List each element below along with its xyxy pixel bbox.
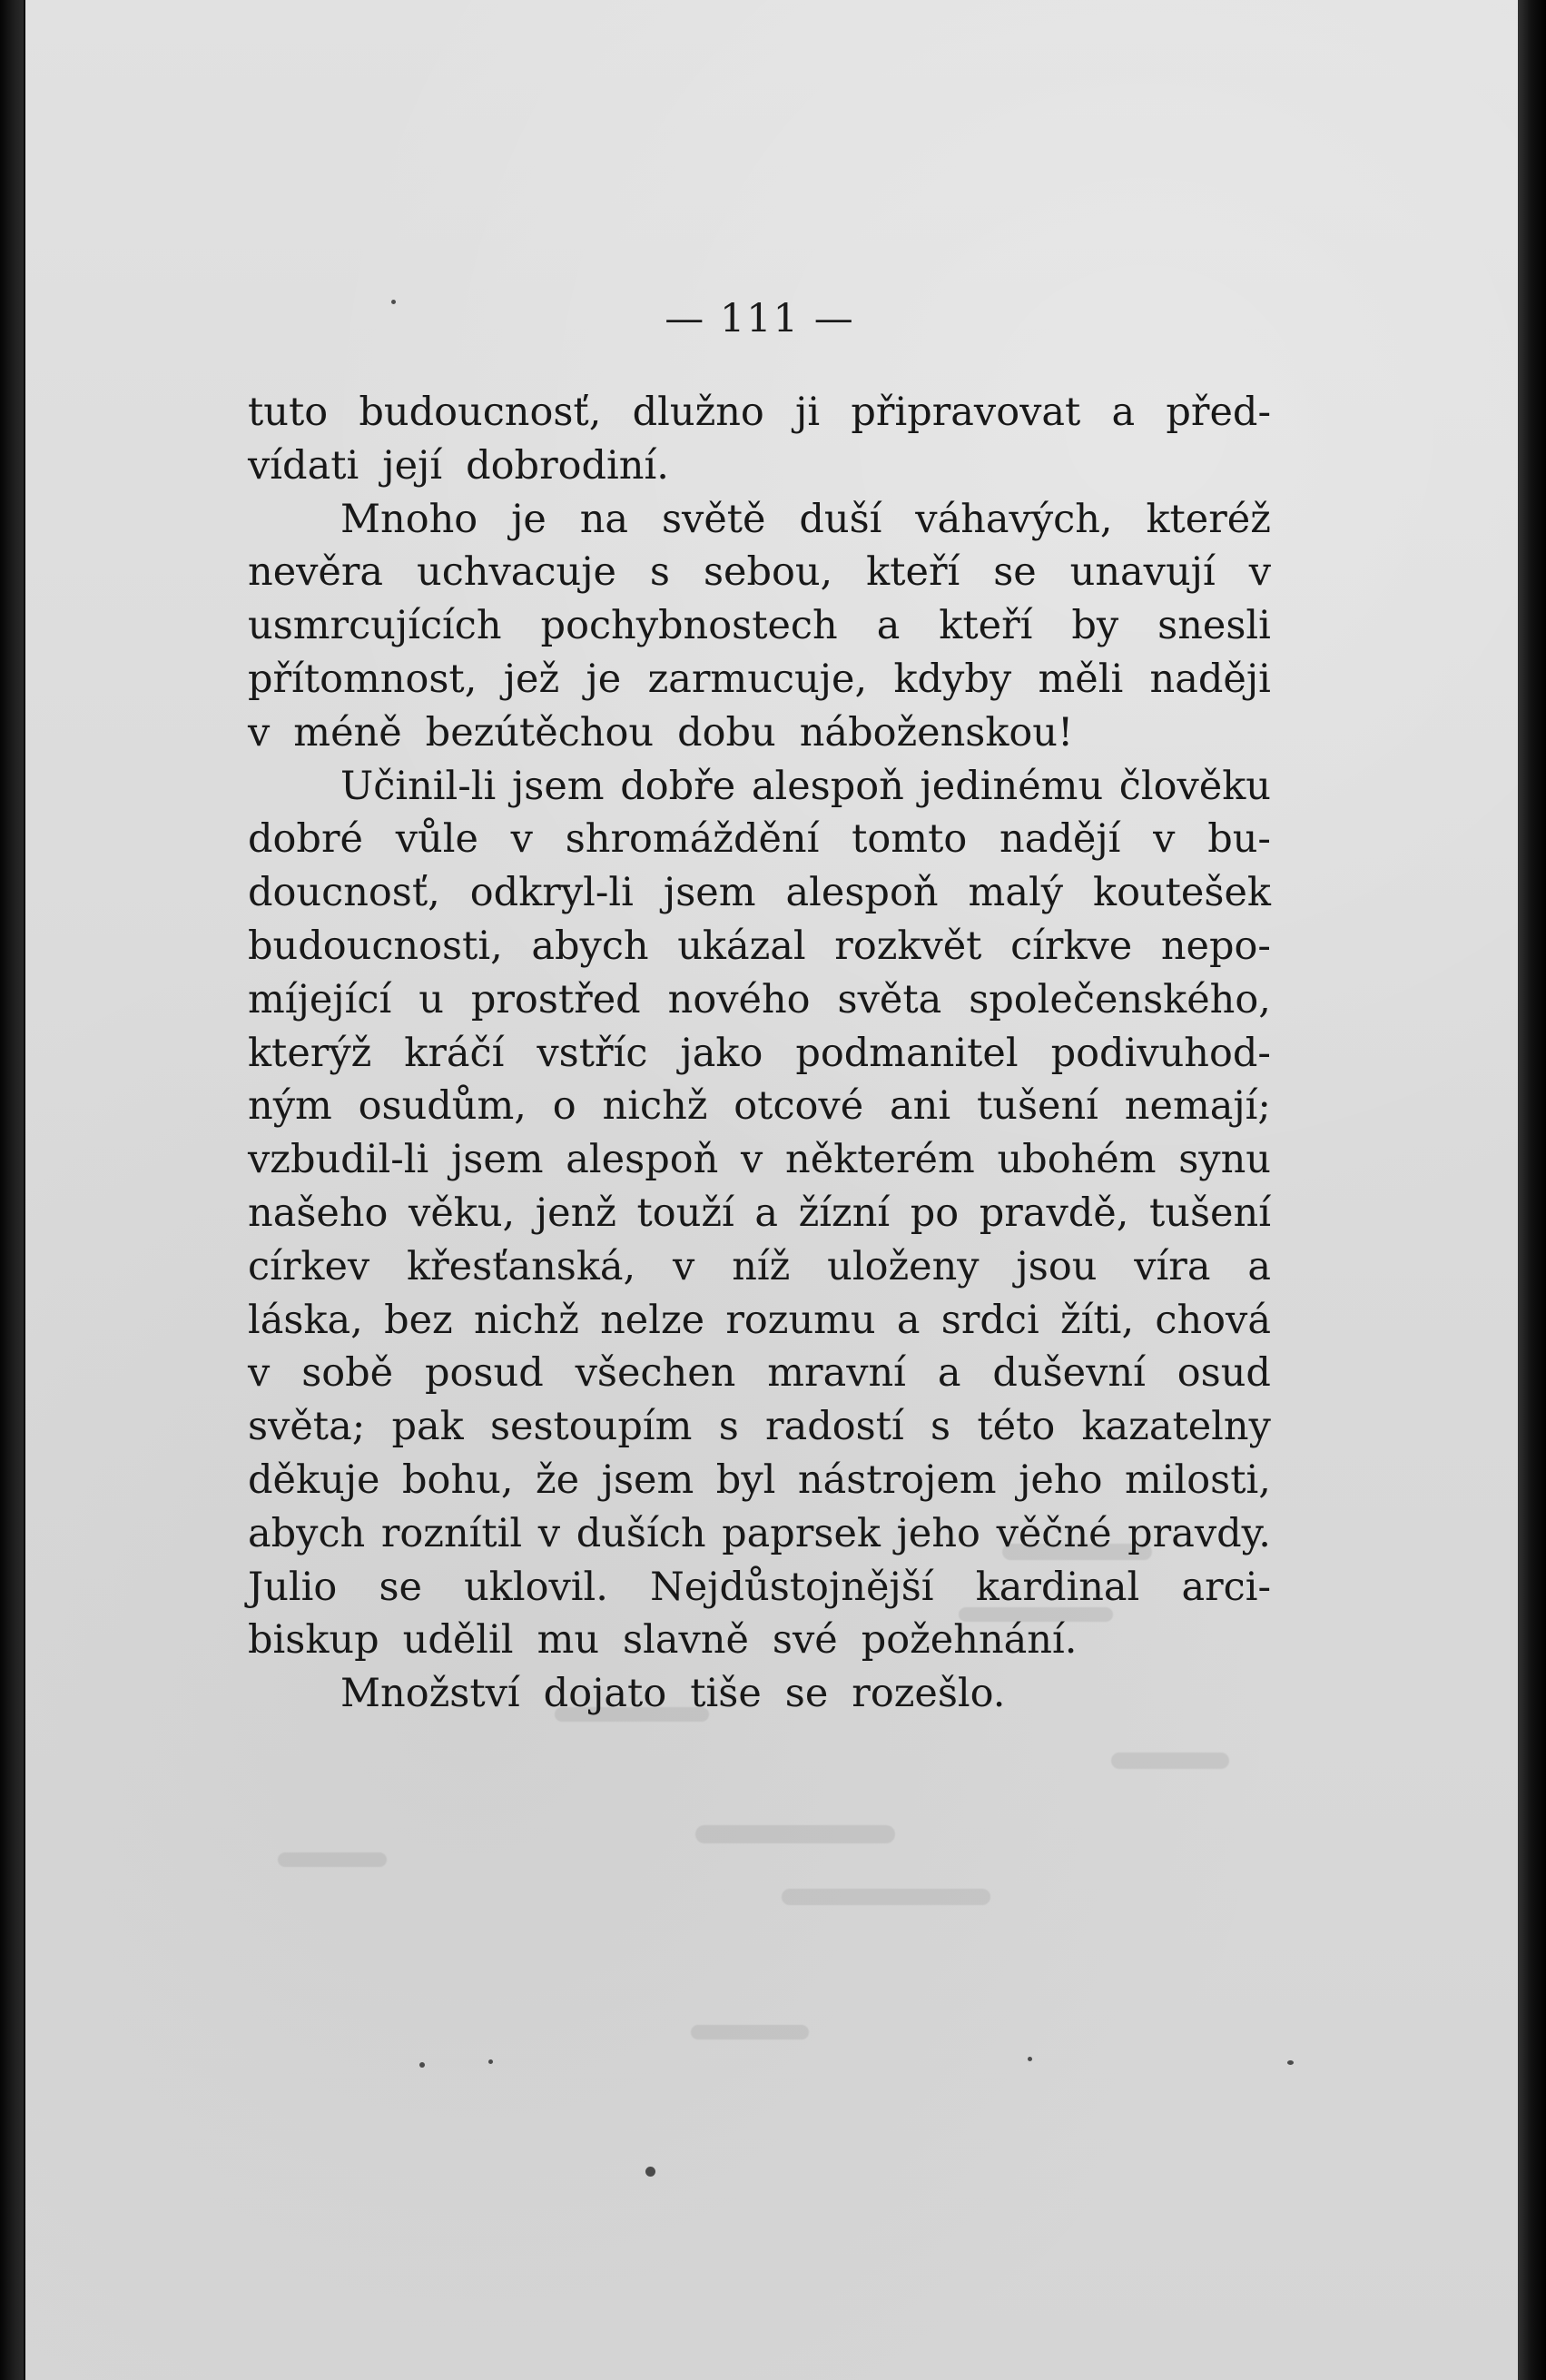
text-word: ubohém	[997, 1137, 1157, 1183]
text-line	[248, 1400, 1271, 1454]
text-word: a	[1111, 390, 1136, 435]
text-word: podmanitel	[795, 1030, 1019, 1076]
text-word: světě	[661, 496, 766, 542]
text-word: své	[772, 1617, 838, 1664]
text-word: mu	[537, 1617, 600, 1664]
text-line	[248, 493, 1271, 547]
text-word: bohu,	[402, 1457, 514, 1503]
text-line	[248, 813, 1271, 866]
text-word: připravovat	[851, 390, 1081, 435]
text-word: na	[579, 496, 629, 542]
text-word: Učinil-li	[340, 763, 497, 809]
text-word: méně	[293, 709, 402, 755]
text-word: kardinal	[975, 1564, 1140, 1610]
text-word: alespoň	[785, 870, 939, 916]
text-line	[248, 920, 1271, 973]
text-word: jedinému	[920, 763, 1104, 809]
text-word: o	[552, 1083, 576, 1130]
text-line	[248, 973, 1271, 1027]
text-word: pravdě,	[979, 1190, 1129, 1236]
text-word: dojato	[543, 1671, 667, 1717]
text-word: duší	[799, 496, 882, 542]
text-word: osud	[1177, 1350, 1271, 1397]
text-word: nevěra	[248, 549, 384, 596]
text-line	[248, 1667, 1271, 1721]
text-word: nichž	[473, 1297, 579, 1343]
text-word: kazatelny	[1081, 1404, 1271, 1450]
text-word: by	[1071, 603, 1119, 649]
book-page	[24, 0, 1520, 2380]
text-word: požehnání.	[861, 1617, 1078, 1664]
text-word: duševní	[992, 1350, 1146, 1397]
text-word: v	[1153, 816, 1176, 863]
text-word: ji	[795, 390, 821, 435]
text-word: věčné	[996, 1510, 1112, 1556]
text-word: společenského,	[969, 976, 1271, 1022]
text-word: sebou,	[703, 549, 833, 596]
text-word: slavně	[623, 1617, 749, 1664]
text-line	[248, 1614, 1271, 1667]
text-line	[248, 1561, 1271, 1615]
text-word: žízní	[798, 1190, 891, 1236]
text-line	[248, 760, 1271, 814]
text-word: kteří	[866, 549, 960, 596]
text-line	[248, 1294, 1271, 1348]
text-word: otcové	[734, 1083, 864, 1130]
text-word: uklovil.	[464, 1564, 608, 1610]
text-word: láska,	[248, 1297, 363, 1343]
text-word: jsou	[1016, 1243, 1098, 1289]
text-word: ným	[248, 1083, 332, 1130]
text-word: kteréž	[1146, 496, 1271, 542]
text-word: unavují	[1069, 549, 1216, 596]
text-word: vstříc	[537, 1030, 648, 1076]
text-word: a	[896, 1297, 921, 1343]
text-word: dobrodiní.	[466, 442, 669, 489]
text-line	[248, 1027, 1271, 1081]
text-line	[248, 653, 1271, 706]
text-word: v	[248, 709, 271, 755]
text-word: se	[993, 549, 1037, 596]
text-word: měli	[1038, 656, 1124, 702]
text-word: pochybnostech	[540, 603, 838, 649]
bleed-through-mark	[695, 1825, 895, 1843]
text-word: této	[977, 1404, 1056, 1450]
text-line	[248, 1454, 1271, 1507]
text-word: bu-	[1207, 816, 1271, 863]
text-word: v	[741, 1137, 763, 1183]
text-word: jež	[503, 656, 560, 702]
text-word: jsem	[450, 1137, 544, 1183]
bleed-through-mark	[278, 1852, 387, 1867]
text-word: je	[586, 656, 622, 702]
text-word: doucnosť,	[248, 870, 440, 916]
text-line	[248, 599, 1271, 653]
text-word: níž	[732, 1243, 791, 1289]
text-word: rozešlo.	[852, 1671, 1006, 1717]
text-word: děkuje	[248, 1457, 380, 1503]
text-word: Mnoho	[340, 496, 478, 542]
text-word: udělil	[402, 1617, 514, 1664]
text-word: s	[930, 1404, 951, 1450]
text-word: dobré	[248, 816, 363, 863]
text-word: koutešek	[1093, 870, 1271, 916]
text-word: paprsek	[722, 1510, 881, 1556]
text-word: tomto	[852, 816, 968, 863]
text-word: v	[1248, 549, 1271, 596]
text-word: pravdy.	[1127, 1510, 1271, 1556]
text-word: přítomnost,	[248, 656, 478, 702]
text-word: ani	[890, 1083, 951, 1130]
text-word: se	[784, 1671, 829, 1717]
text-line	[248, 706, 1271, 760]
speck-mark	[419, 2062, 425, 2068]
text-word: alespoň	[751, 763, 904, 809]
text-word: tuto	[248, 390, 329, 435]
text-word: žíti,	[1060, 1297, 1135, 1343]
text-word: malý	[968, 870, 1064, 916]
text-word: byl	[715, 1457, 776, 1503]
text-word: shromáždění	[565, 816, 820, 863]
text-word: církve	[1010, 923, 1133, 969]
text-word: některém	[785, 1137, 975, 1183]
text-line	[248, 1347, 1271, 1400]
text-word: před-	[1166, 390, 1271, 435]
text-word: v	[673, 1243, 695, 1289]
text-word: vzbudil-li	[248, 1137, 429, 1183]
scan-left-edge	[0, 0, 24, 2380]
text-word: nemají;	[1124, 1083, 1271, 1130]
text-word: nástrojem	[797, 1457, 997, 1503]
text-word: arci-	[1181, 1564, 1271, 1610]
text-word: nichž	[602, 1083, 708, 1130]
text-word: křesťanská,	[407, 1243, 636, 1289]
bleed-through-mark	[691, 2025, 809, 2039]
text-word: dlužno	[632, 390, 764, 435]
text-line	[248, 386, 1271, 439]
text-word: vůle	[395, 816, 478, 863]
text-line	[248, 1507, 1271, 1561]
text-word: snesli	[1157, 603, 1271, 649]
text-word: její	[382, 442, 443, 489]
text-word: s	[718, 1404, 739, 1450]
text-word: synu	[1178, 1137, 1271, 1183]
text-word: tušení	[1149, 1190, 1271, 1236]
text-word: budoucnosti,	[248, 923, 503, 969]
text-word: sobě	[301, 1350, 394, 1397]
text-line	[248, 1240, 1271, 1294]
text-line	[248, 439, 1271, 493]
text-word: bezútěchou	[425, 709, 655, 755]
text-word: církev	[248, 1243, 370, 1289]
text-word: že	[536, 1457, 580, 1503]
speck-mark	[1287, 2060, 1294, 2065]
text-word: a	[876, 603, 901, 649]
text-word: pak	[391, 1404, 464, 1450]
text-line	[248, 546, 1271, 599]
text-word: nového	[667, 976, 811, 1022]
scan-right-edge	[1520, 0, 1546, 2380]
text-word: roznítil	[380, 1510, 523, 1556]
text-word: se	[379, 1564, 422, 1610]
text-word: míjející	[248, 976, 392, 1022]
text-line	[248, 1187, 1271, 1240]
speck-mark	[391, 300, 396, 304]
text-word: kdyby	[893, 656, 1012, 702]
text-word: alespoň	[566, 1137, 719, 1183]
text-word: osudům,	[358, 1083, 527, 1130]
text-word: mravní	[767, 1350, 906, 1397]
bleed-through-mark	[782, 1889, 990, 1905]
text-line	[248, 1080, 1271, 1133]
text-word: s	[649, 549, 670, 596]
text-word: naději	[1149, 656, 1271, 702]
text-word: jeho	[896, 1510, 980, 1556]
text-word: radostí	[765, 1404, 904, 1450]
text-word: v	[537, 1510, 561, 1556]
speck-mark	[645, 2167, 655, 2177]
text-word: Nejdůstojnější	[650, 1564, 934, 1610]
text-word: jsem	[601, 1457, 694, 1503]
text-word: biskup	[248, 1617, 379, 1664]
text-word: člověku	[1118, 763, 1271, 809]
text-word: podivuhod-	[1050, 1030, 1271, 1076]
text-word: zarmucuje,	[647, 656, 868, 702]
text-line	[248, 1133, 1271, 1187]
text-word: uchvacuje	[417, 549, 616, 596]
text-word: a	[754, 1190, 779, 1236]
text-word: a	[1247, 1243, 1271, 1289]
text-word: odkryl-li	[469, 870, 634, 916]
bleed-through-mark	[1111, 1753, 1229, 1769]
page-number: — 111 —	[665, 296, 855, 341]
text-word: nelze	[600, 1297, 705, 1343]
text-word: jenž	[535, 1190, 616, 1236]
text-word: kráčí	[404, 1030, 505, 1076]
text-word: tiše	[690, 1671, 762, 1717]
text-word: nepo-	[1160, 923, 1271, 969]
text-word: víra	[1134, 1243, 1211, 1289]
text-word: vídati	[248, 442, 359, 489]
text-word: abych	[248, 1510, 366, 1556]
text-word: našeho	[248, 1190, 389, 1236]
text-word: prostřed	[470, 976, 641, 1022]
text-word: posud	[425, 1350, 544, 1397]
text-word: jsem	[511, 763, 605, 809]
speck-mark	[488, 2059, 493, 2064]
text-word: chová	[1155, 1297, 1271, 1343]
text-word: po	[910, 1190, 960, 1236]
text-word: usmrcujících	[248, 603, 502, 649]
text-word: u	[419, 976, 444, 1022]
text-word: Julio	[248, 1564, 338, 1610]
text-word: dobře	[620, 763, 736, 809]
text-word: nadějí	[999, 816, 1121, 863]
text-word: bez	[384, 1297, 453, 1343]
text-word: váhavých,	[915, 496, 1113, 542]
text-word: světa	[837, 976, 942, 1022]
text-word: jsem	[663, 870, 756, 916]
text-word: ukázal	[677, 923, 806, 969]
text-word: rozkvět	[834, 923, 982, 969]
text-word: je	[511, 496, 547, 542]
text-word: budoucnosť,	[359, 390, 602, 435]
text-word: dobu	[677, 709, 776, 755]
text-word: kterýž	[248, 1030, 372, 1076]
text-word: milosti,	[1124, 1457, 1271, 1503]
text-word: v	[248, 1350, 271, 1397]
text-word: uloženy	[827, 1243, 980, 1289]
text-word: touží	[636, 1190, 734, 1236]
text-word: všechen	[575, 1350, 736, 1397]
text-word: tušení	[977, 1083, 1098, 1130]
text-word: jeho	[1019, 1457, 1103, 1503]
text-word: a	[937, 1350, 961, 1397]
text-word: rozumu	[725, 1297, 876, 1343]
text-word: světa;	[248, 1404, 366, 1450]
page-text	[248, 386, 1271, 1721]
text-word: věku,	[409, 1190, 516, 1236]
text-word: duších	[576, 1510, 706, 1556]
text-word: kteří	[939, 603, 1033, 649]
text-word: srdci	[940, 1297, 1039, 1343]
text-word: sestoupím	[489, 1404, 693, 1450]
text-word: náboženskou!	[799, 709, 1074, 755]
text-word: abych	[531, 923, 649, 969]
speck-mark	[1028, 2057, 1032, 2061]
text-word: jako	[680, 1030, 763, 1076]
text-word: Množství	[340, 1671, 520, 1717]
text-line	[248, 866, 1271, 920]
text-word: v	[510, 816, 533, 863]
